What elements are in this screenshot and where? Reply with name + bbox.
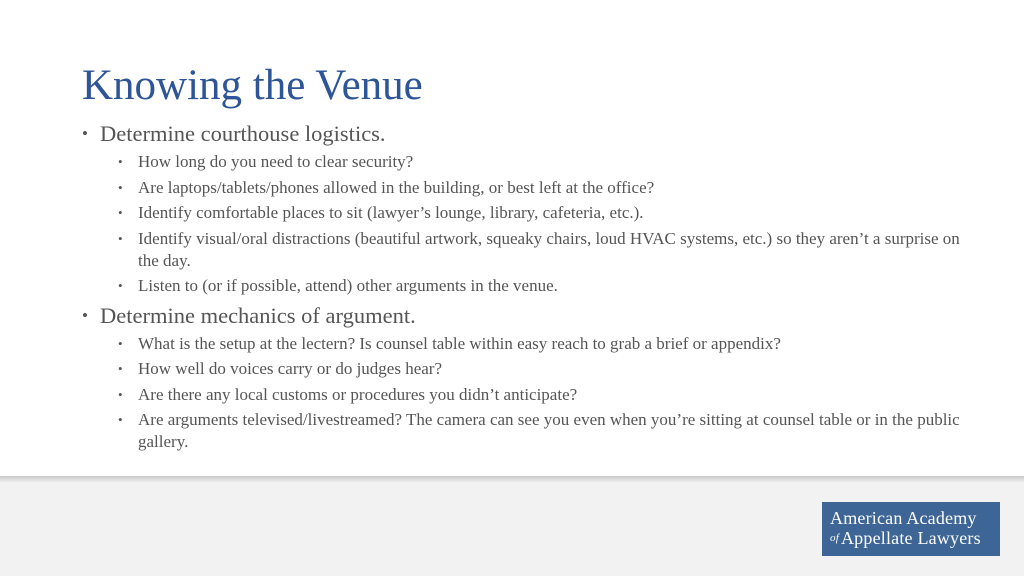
bullet-icon: • xyxy=(118,154,123,169)
bullet-icon: • xyxy=(118,179,123,195)
list-item: • What is the setup at the lectern? Is counsel table within easy reach to grab a brief or appendix? xyxy=(118,333,781,353)
list-item: • Listen to (or if possible, attend) other arguments in the venue. xyxy=(118,276,558,295)
section-heading-text: Determine courthouse logistics. xyxy=(100,121,386,146)
list-item: • Identify visual/oral distractions (beautiful artwork, squeaky chairs, loud HVAC systems, etc.) so they aren’t a surprise on the day. xyxy=(118,228,960,270)
list-item: • How well do voices carry or do judges hear? xyxy=(118,359,443,378)
bullet-icon: • xyxy=(82,305,88,325)
bullet-icon: • xyxy=(118,278,123,293)
slide-content xyxy=(82,119,962,457)
logo-line-2-text: Appellate Lawyers xyxy=(840,528,981,548)
bullet-icon: • xyxy=(118,335,123,351)
list-item: • Identify comfortable places to sit (lawyer’s lounge, library, cafeteria, etc.). xyxy=(118,203,644,222)
list-item: • Are laptops/tablets/phones allowed in the building, or best left at the office? xyxy=(118,177,655,197)
slide-title: Knowing the Venue xyxy=(82,62,423,109)
bullet-icon: • xyxy=(118,205,123,220)
sub-list xyxy=(82,333,962,454)
bullet-icon: • xyxy=(118,230,123,246)
section-heading xyxy=(82,119,962,149)
section-heading xyxy=(82,301,962,331)
list-item: • How long do you need to clear security? xyxy=(118,152,414,171)
bullet-icon: • xyxy=(118,412,123,427)
logo-line-1: American Academy xyxy=(830,508,977,528)
bullet-icon: • xyxy=(118,386,123,402)
bullet-icon: • xyxy=(118,361,123,376)
section-heading-text: Determine mechanics of argument. xyxy=(100,302,416,328)
logo-of: of xyxy=(830,532,839,544)
aaal-logo xyxy=(822,502,1000,556)
sub-list xyxy=(82,151,962,297)
footer-divider xyxy=(0,476,1024,482)
logo-line-2 xyxy=(830,528,1000,548)
list-item: • Are arguments televised/livestreamed? The camera can see you even when you’re sitting at counsel table or in the public gallery. xyxy=(118,410,960,451)
bullet-icon: • xyxy=(82,124,88,143)
list-item: • Are there any local customs or procedures you didn’t anticipate? xyxy=(118,384,578,404)
